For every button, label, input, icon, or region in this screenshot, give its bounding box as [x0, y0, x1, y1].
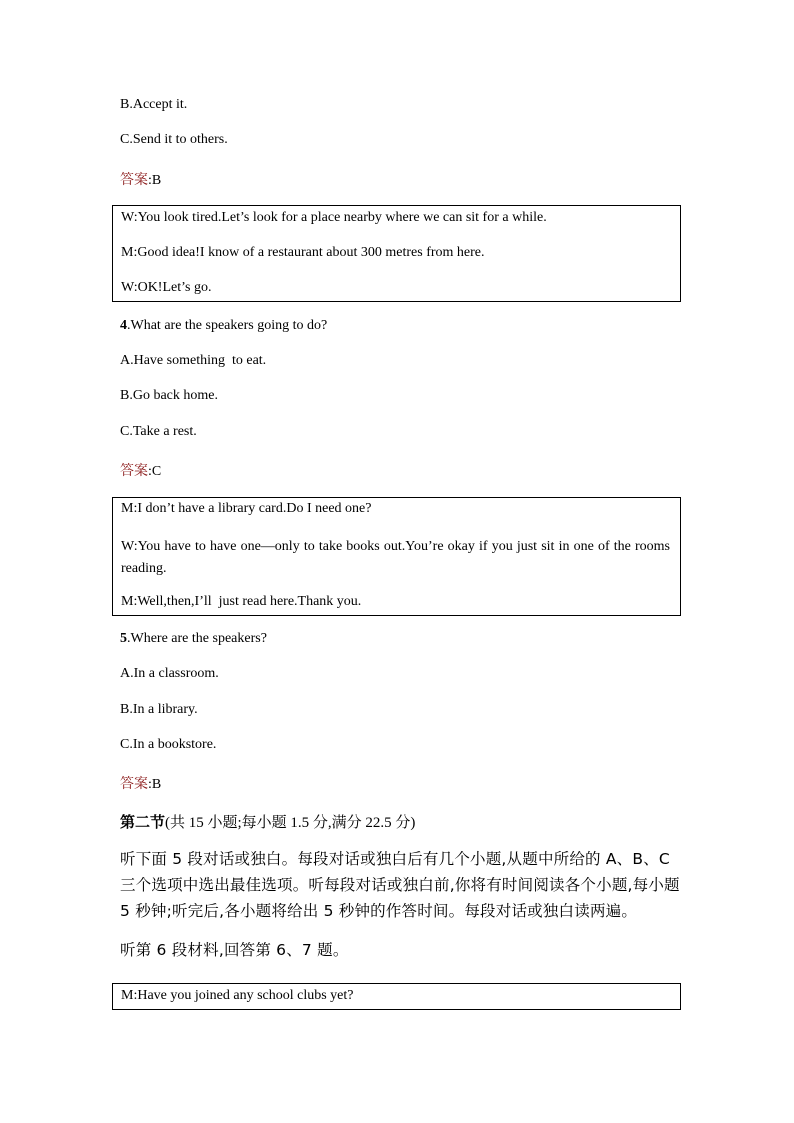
q4-answer	[120, 460, 161, 480]
transcript-line: M:Good idea!I know of a restaurant about 300 metres from here.	[121, 245, 485, 260]
q4-option-b: B.Go back home.	[120, 388, 218, 403]
q3-answer	[120, 169, 161, 189]
q5-answer	[120, 773, 161, 793]
answer-value: :C	[148, 464, 162, 479]
answer-value: :B	[148, 777, 162, 792]
transcript-box-q5	[112, 497, 681, 616]
answer-label: 答案	[120, 464, 148, 479]
section-heading	[120, 811, 415, 832]
q4-option-c: C.Take a rest.	[120, 424, 197, 439]
q5-option-b: B.In a library.	[120, 702, 198, 717]
q4-question	[120, 318, 327, 334]
material-intro: 听第 6 段材料,回答第 6、7 题。	[120, 941, 349, 959]
transcript-line: W:You have to have one—only to take books out.You’re okay if you just sit in one of the rooms reading.	[121, 539, 670, 576]
transcript-line: W:You look tired.Let’s look for a place nearby where we can sit for a while.	[121, 210, 547, 225]
transcript-line: M:Well,then,I’ll just read here.Thank you.	[121, 594, 362, 609]
q5-option-c: C.In a bookstore.	[120, 737, 217, 752]
q4-option-a: A.Have something to eat.	[120, 353, 267, 368]
answer-label: 答案	[120, 173, 148, 188]
transcript-line: W:OK!Let’s go.	[121, 280, 212, 295]
section-instructions: 听下面 5 段对话或独白。每段对话或独白后有几个小题,从题中所给的 A、B、C 三个选项中选出最佳选项。听每段对话或独白前,你将有时间阅读各个小题,每小题 5 秒钟;听完后,各小题将给出 5 秒钟的作答时间。每段对话或独白读两遍。	[120, 850, 680, 920]
q3-option-b: B.Accept it.	[120, 97, 188, 112]
question-text: .What are the speakers going to do?	[127, 318, 328, 333]
transcript-box-q4	[112, 205, 681, 302]
question-text: .Where are the speakers?	[127, 631, 267, 646]
transcript-line: M:I don’t have a library card.Do I need one?	[121, 501, 372, 516]
question-number: 4	[120, 318, 127, 333]
answer-value: :B	[148, 173, 162, 188]
question-number: 5	[120, 631, 127, 646]
section-detail: (共 15 小题;每小题 1.5 分,满分 22.5 分)	[165, 815, 416, 831]
answer-label: 答案	[120, 777, 148, 792]
q3-option-c: C.Send it to others.	[120, 132, 228, 147]
transcript-line: M:Have you joined any school clubs yet?	[121, 988, 354, 1003]
section-title: 第二节	[120, 815, 166, 831]
q5-question	[120, 631, 267, 647]
transcript-box-material-6	[112, 983, 681, 1010]
q5-option-a: A.In a classroom.	[120, 666, 219, 681]
